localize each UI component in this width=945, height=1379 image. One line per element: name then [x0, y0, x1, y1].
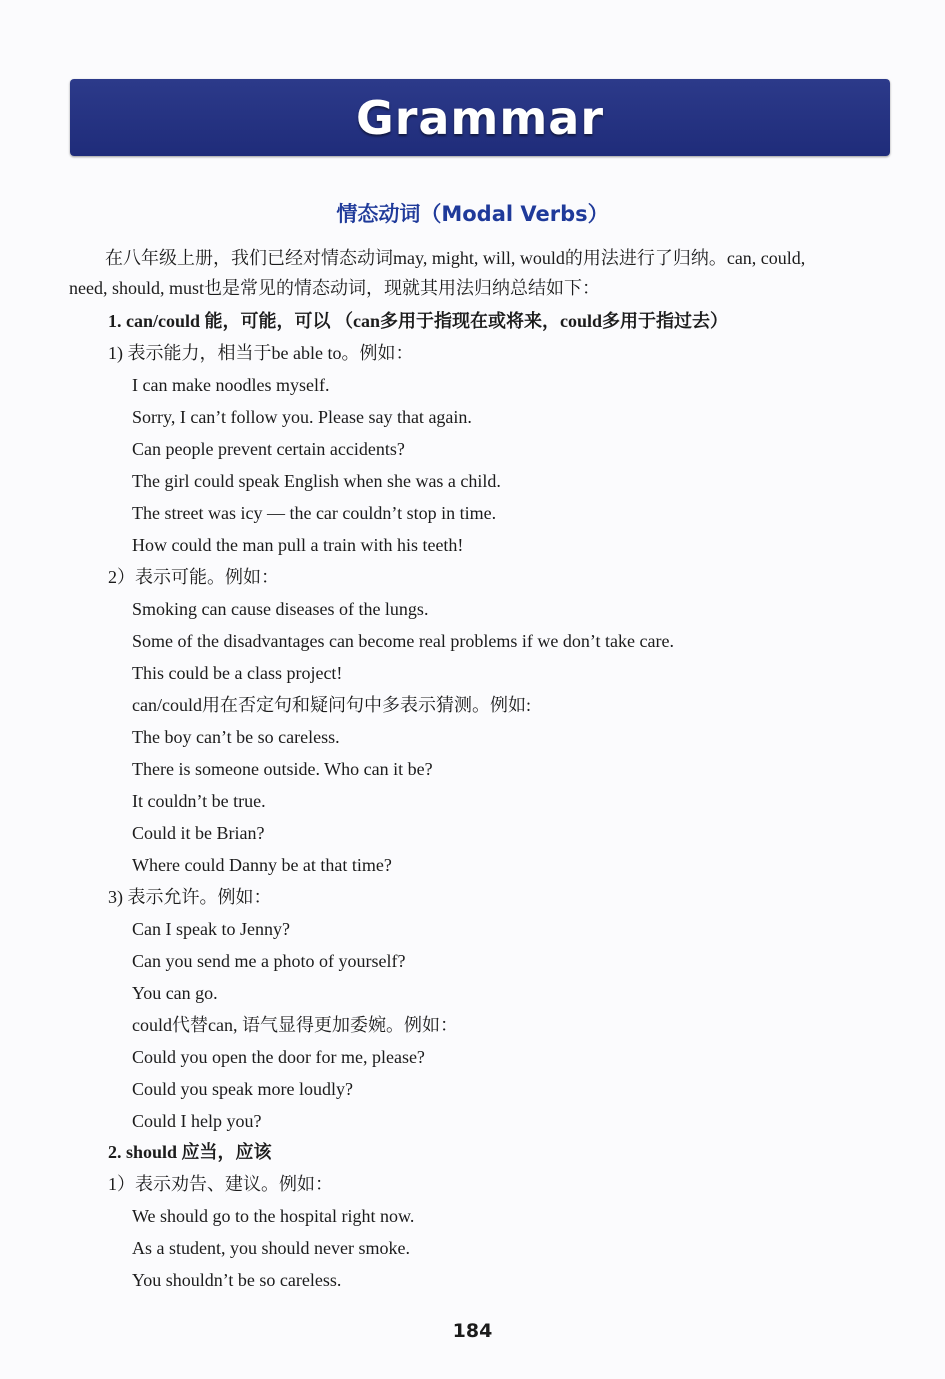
example-line: Could you speak more loudly?	[132, 1079, 353, 1099]
example-line: Some of the disadvantages can become real problems if we don’t take care.	[132, 631, 674, 651]
heading-should: 2. should 应当，应该	[108, 1142, 272, 1162]
example-line: Can you send me a photo of yourself?	[132, 951, 406, 971]
title-banner	[70, 79, 890, 156]
example-line: The girl could speak English when she was a child.	[132, 471, 501, 491]
example-line: You can go.	[132, 983, 218, 1003]
example-line: This could be a class project!	[132, 663, 343, 683]
subheading-possibility: 2）表示可能。例如：	[108, 567, 279, 587]
page-number: 184	[452, 1320, 493, 1342]
section-title: 情态动词（Modal Verbs）	[336, 202, 609, 226]
intro-line: 在八年级上册，我们已经对情态动词may, might, will, would的用法进行了归纳。can, could,	[69, 248, 806, 268]
intro-line: need, should, must也是常见的情态动词，现就其用法归纳总结如下：	[69, 278, 600, 298]
example-line: The boy can’t be so careless.	[132, 727, 340, 747]
example-line: We should go to the hospital right now.	[132, 1206, 415, 1226]
subheading-ability: 1) 表示能力，相当于be able to。例如：	[108, 343, 414, 363]
note-line: could代替can, 语气显得更加委婉。例如：	[132, 1015, 458, 1035]
example-line: Can I speak to Jenny?	[132, 919, 290, 939]
example-line: The street was icy — the car couldn’t stop in time.	[132, 503, 497, 523]
banner-title: Grammar	[355, 90, 605, 145]
example-line: Sorry, I can’t follow you. Please say that again.	[132, 407, 472, 427]
example-line: Smoking can cause diseases of the lungs.	[132, 599, 429, 619]
example-line: Could it be Brian?	[132, 823, 265, 843]
example-line: You shouldn’t be so careless.	[132, 1270, 342, 1290]
subheading-advice: 1）表示劝告、建议。例如：	[108, 1174, 333, 1194]
subheading-permission: 3) 表示允许。例如：	[108, 887, 272, 907]
example-line: Could I help you?	[132, 1111, 262, 1131]
example-line: How could the man pull a train with his teeth!	[132, 535, 464, 555]
heading-can-could: 1. can/could 能，可能，可以 （can多用于指现在或将来，could多用于指过去）	[108, 311, 729, 331]
example-line: Where could Danny be at that time?	[132, 855, 392, 875]
example-line: As a student, you should never smoke.	[132, 1238, 410, 1258]
example-line: There is someone outside. Who can it be?	[132, 759, 433, 779]
example-line: Could you open the door for me, please?	[132, 1047, 425, 1067]
example-line: It couldn’t be true.	[132, 791, 266, 811]
note-line: can/could用在否定句和疑问句中多表示猜测。例如:	[132, 695, 531, 715]
example-line: I can make noodles myself.	[132, 375, 330, 395]
example-line: Can people prevent certain accidents?	[132, 439, 405, 459]
